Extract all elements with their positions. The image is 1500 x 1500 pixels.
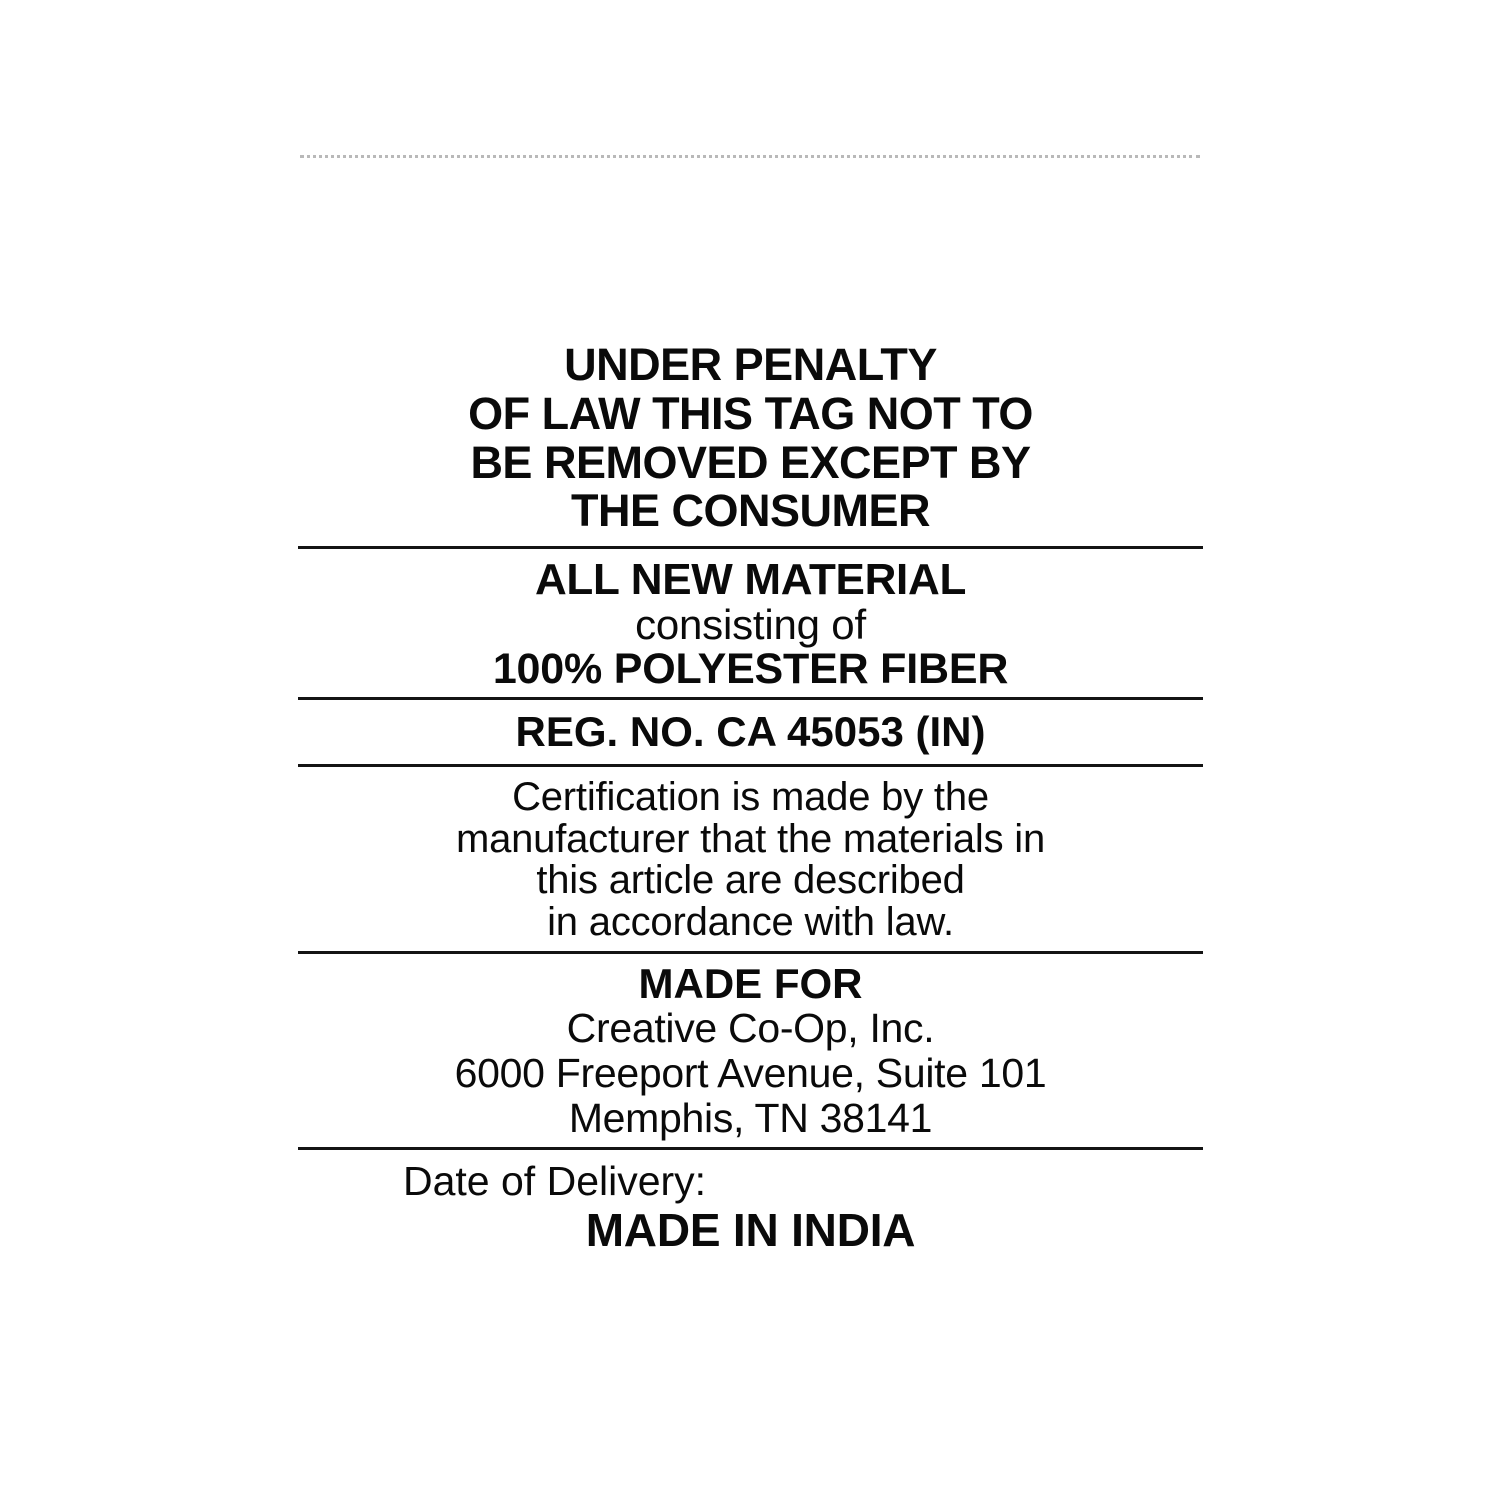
date-of-delivery-label: Date of Delivery: bbox=[403, 1158, 707, 1205]
company-city-state-zip: Memphis, TN 38141 bbox=[568, 1095, 933, 1142]
perforation-tear-line bbox=[300, 155, 1200, 160]
certification-line-1: Certification is made by the bbox=[512, 775, 989, 819]
made-for-section bbox=[298, 954, 1203, 1147]
delivery-section bbox=[298, 1150, 1203, 1258]
material-heading: ALL NEW MATERIAL bbox=[534, 555, 967, 605]
registration-number: REG. NO. CA 45053 (IN) bbox=[515, 708, 986, 756]
certification-statement bbox=[298, 767, 1203, 951]
penalty-line-2: OF LAW THIS TAG NOT TO bbox=[468, 387, 1033, 439]
material-section bbox=[298, 549, 1203, 697]
certification-line-3: this article are described bbox=[536, 858, 965, 903]
fiber-content: 100% POLYESTER FIBER bbox=[492, 644, 1009, 693]
penalty-line-3: BE REMOVED EXCEPT BY bbox=[470, 436, 1031, 488]
penalty-notice bbox=[298, 335, 1203, 546]
registration-section bbox=[298, 700, 1203, 764]
certification-line-4: in accordance with law. bbox=[547, 899, 954, 944]
company-name: Creative Co-Op, Inc. bbox=[566, 1005, 935, 1052]
company-street: 6000 Freeport Avenue, Suite 101 bbox=[454, 1050, 1047, 1097]
label-content bbox=[298, 335, 1203, 1259]
penalty-line-4: THE CONSUMER bbox=[570, 485, 930, 537]
penalty-line-1: UNDER PENALTY bbox=[564, 339, 937, 390]
material-consisting-of: consisting of bbox=[635, 600, 866, 648]
made-for-title: MADE FOR bbox=[638, 960, 863, 1008]
country-of-origin: MADE IN INDIA bbox=[585, 1203, 916, 1256]
certification-line-2: manufacturer that the materials in bbox=[455, 816, 1046, 861]
